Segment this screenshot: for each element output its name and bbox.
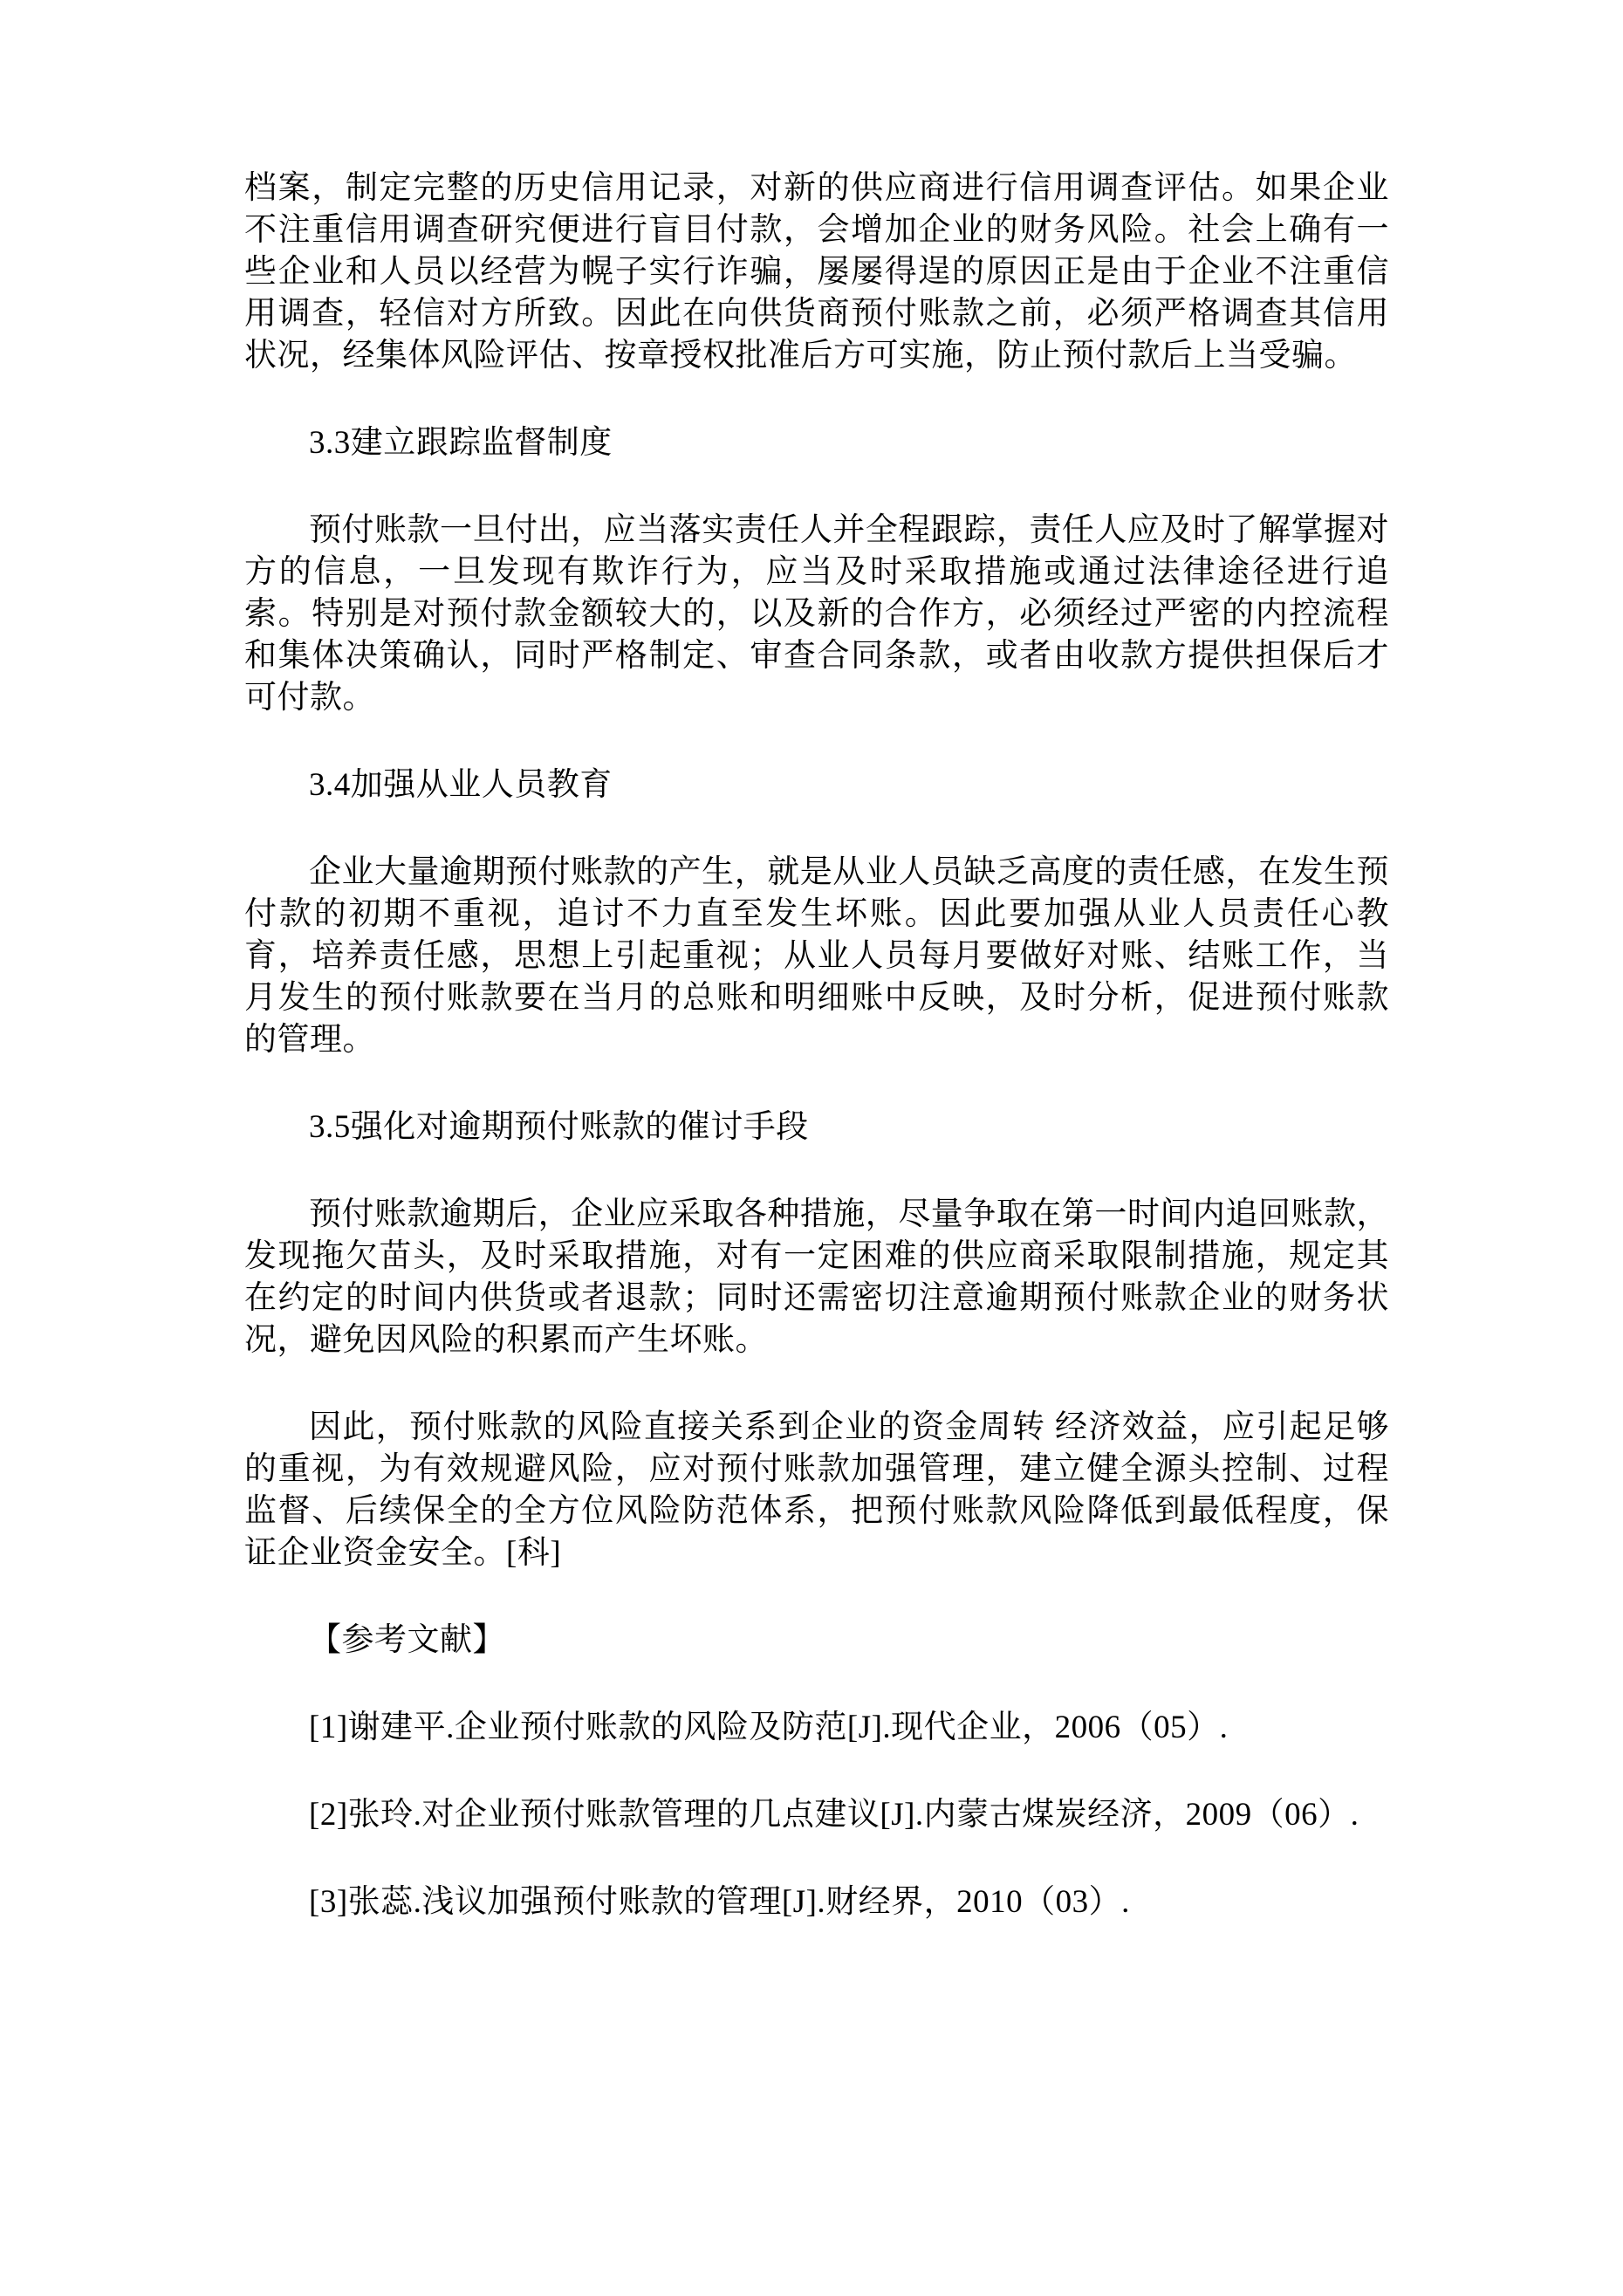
reference-item-1: [1]谢建平.企业预付账款的风险及防范[J].现代企业，2006（05）.	[309, 1710, 1229, 1745]
reference-item-2: [2]张玲.对企业预付账款管理的几点建议[J].内蒙古煤炭经济，2009（06）.	[309, 1797, 1359, 1833]
references-heading: 【参考文献】	[309, 1622, 505, 1658]
reference-item-3: [3]张蕊.浅议加强预付账款的管理[J].财经界，2010（03）.	[309, 1884, 1130, 1920]
section-heading-3-3: 3.3建立跟踪监督制度	[309, 425, 613, 461]
section-heading-3-4: 3.4加强从业人员教育	[309, 767, 613, 803]
section-heading-3-5: 3.5强化对逾期预付账款的催讨手段	[309, 1109, 809, 1145]
paragraph-tracking-supervision: 预付账款一旦付出，应当落实责任人并全程跟踪，责任人应及时了解掌握对方的信息，一旦发现有欺诈行为，应当及时采取措施或通过法律途径进行追索。特别是对预付款金额较大的，以及新的合作方，必须经过严密的内控流程和集体决策确认，同时严格制定、审查合同条款，或者由收款方提供担保后才可付款。	[244, 512, 1389, 716]
paragraph-credit-investigation-continuation: 档案，制定完整的历史信用记录，对新的供应商进行信用调查评估。如果企业不注重信用调查研究便进行盲目付款，会增加企业的财务风险。社会上确有一些企业和人员以经营为幌子实行诈骗，屡屡得逞的原因正是由于企业不注重信用调查，轻信对方所致。因此在向供货商预付账款之前，必须严格调查其信用状况，经集体风险评估、按章授权批准后方可实施，防止预付款后上当受骗。	[244, 170, 1389, 374]
text-column	[244, 168, 1389, 1923]
paragraph-conclusion: 因此，预付账款的风险直接关系到企业的资金周转 经济效益，应引起足够的重视，为有效规避风险，应对预付账款加强管理，建立健全源头控制、过程监督、后续保全的全方位风险防范体系，把预付账款风险降低到最低程度，保证企业资金安全。[科]	[244, 1409, 1389, 1571]
paragraph-overdue-collection: 预付账款逾期后，企业应采取各种措施，尽量争取在第一时间内追回账款，发现拖欠苗头，及时采取措施，对有一定困难的供应商采取限制措施，规定其在约定的时间内供货或者退款；同时还需密切注意逾期预付账款企业的财务状况，避免因风险的积累而产生坏账。	[244, 1196, 1389, 1358]
paragraph-staff-education: 企业大量逾期预付账款的产生，就是从业人员缺乏高度的责任感，在发生预付款的初期不重视，追讨不力直至发生坏账。因此要加强从业人员责任心教育，培养责任感，思想上引起重视；从业人员每月要做好对账、结账工作，当月发生的预付账款要在当月的总账和明细账中反映，及时分析，促进预付账款的管理。	[244, 854, 1389, 1058]
